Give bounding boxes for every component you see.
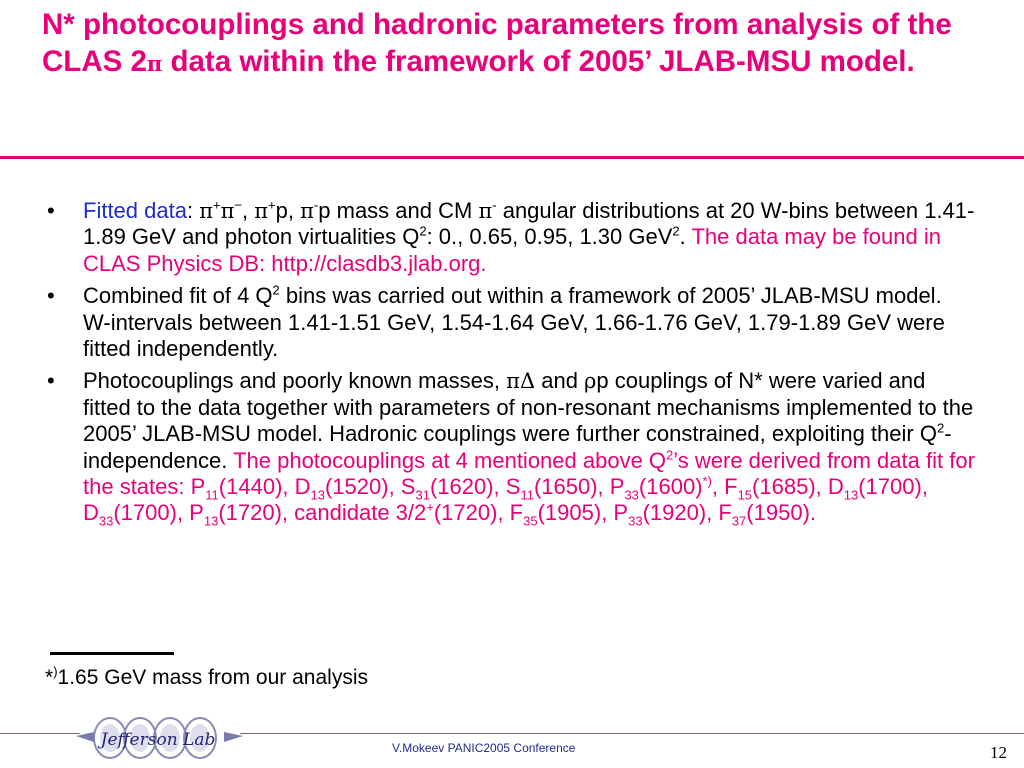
fitted-data-label: Fitted data — [83, 198, 187, 223]
bullet-list — [45, 198, 975, 533]
bullet-fitted-data: • Fitted data: π+π−, π+p, π-p mass and CM π- angular distributions at 20 W-bins between 1.41-1.89 GeV and photon virtualities $Q^2$: 0., 0.65, 0.95, 1.30 GeV$^2$. The data may be found in CLAS Physics DB: http://clasdb3.jlab.org. — [45, 198, 975, 277]
bullet-photocouplings: • Photocouplings and poorly known masses, πΔ and ρp couplings of N* were varied and fitted to the data together with parameters of non-resonant mechanisms implemented to the 2005’ JLAB-MSU model. Hadronic couplings were further constrained, exploiting their $Q^2$-independence. The photocouplings at 4 mentioned above $Q^2’s$ were derived from data fit for the states: $P_{11}(1440)$, $D_{13}(1520)$, $S_{31}(1620)$, $S_{11}(1650)$, $P_{33}(1600)^{*)}$, $F_{15}(1685)$, $D_{13}(1700)$, $D_{33}(1700)$, $P_{13}(1720)$, candidate 3/2+(1720), $F_{35}(1905)$, $P_{33}(1920)$, $F_{37}(1950)$. — [45, 368, 975, 526]
footnote: *)1.65 GeV mass from our analysis — [45, 664, 368, 689]
title-divider — [0, 156, 1024, 159]
footnote-divider — [50, 652, 174, 655]
conference-footer: V.Mokeev PANIC2005 Conference — [392, 741, 576, 755]
jefferson-lab-logo — [72, 712, 247, 764]
bullet-combined-fit: • Combined fit of 4 $Q^2$ bins was carried out within a framework of 2005’ JLAB-MSU model. W-intervals between 1.41-1.51 GeV, 1.54-1.64 GeV, 1.66-1.76 GeV, 1.79-1.89 GeV were fitted independently. — [45, 283, 975, 362]
footer-line-left — [0, 733, 80, 734]
svg-text:Jefferson Lab: Jefferson Lab — [100, 730, 216, 750]
footer-line-right — [240, 733, 1024, 734]
slide-title: N* photocouplings and hadronic parameters from analysis of the CLAS 2π data within the framework of 2005’ JLAB-MSU model. — [42, 8, 952, 79]
resonance-states-text: The photocouplings at 4 mentioned above $Q^2’s$ were derived from data fit for the states: $P_{11}(1440)$, $D_{13}(1520)$, $S_{31}(1620)$, $S_{11}(1650)$, $P_{33}(1600)^{*)}$, $F_{15}(1685)$, $D_{13}(1700)$, $D_{33}(1700)$, $P_{13}(1720)$, candidate 3/2+(1720), $F_{35}(1905)$, $P_{33}(1920)$, $F_{37}(1950)$. — [83, 447, 975, 529]
page-number: 12 — [990, 743, 1007, 762]
database-link-text: The data may be found in CLAS Physics DB: http://clasdb3.jlab.org. — [83, 224, 941, 276]
